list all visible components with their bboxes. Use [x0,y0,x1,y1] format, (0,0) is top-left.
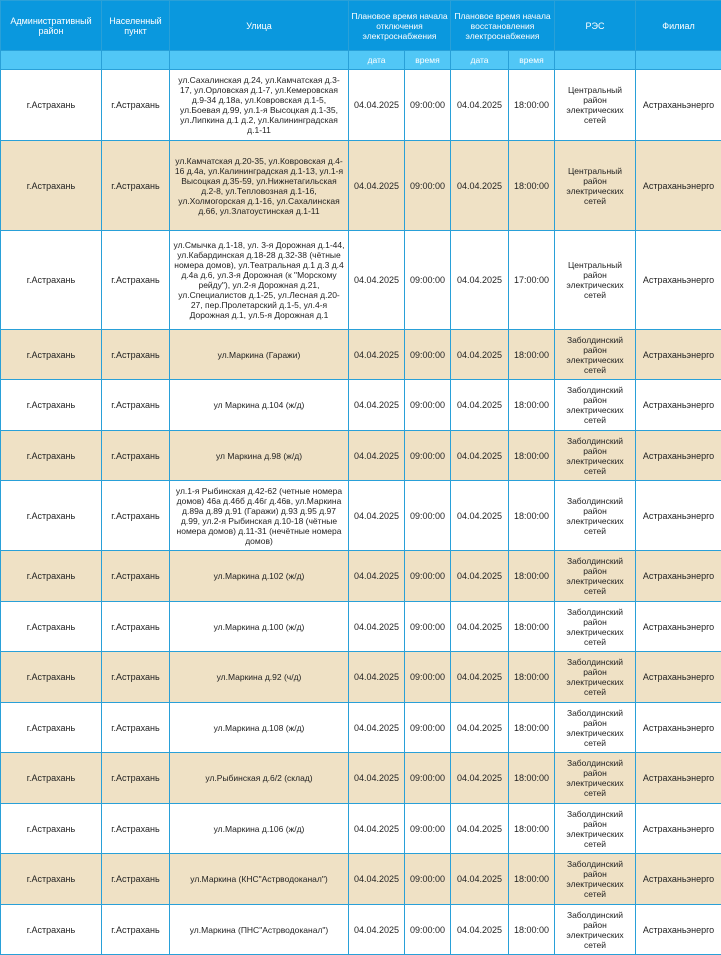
table-row [1,854,721,905]
district-cell: г.Астрахань [1,380,102,431]
on-time-cell: 18:00:00 [509,431,555,481]
settlement-cell: г.Астрахань [102,602,170,652]
off-time-cell: 09:00:00 [405,431,451,481]
on-date-cell: 04.04.2025 [451,652,509,703]
branch-cell: Астраханьэнерго [636,753,721,804]
off-date-cell: 04.04.2025 [349,141,405,231]
on-date-cell: 04.04.2025 [451,804,509,854]
off-time-cell: 09:00:00 [405,905,451,955]
settlement-cell: г.Астрахань [102,141,170,231]
res-cell: Заболдинский район электрических сетей [555,854,636,905]
col-admin-district-header: Административный район [1,1,102,51]
street-cell: ул.Сахалинская д.24, ул.Камчатская д.3-17, ул.Орловская д.1-7, ул.Кемеровская д.9-34 д.18а, ул.Ковровская д.1-5, ул.Боевая д.99, ул.1-я Высоцкая д.1-35, ул.Липкина д.1 д.2, ул.Калининградская д.1-11 [170,70,349,141]
off-date-cell: 04.04.2025 [349,602,405,652]
table-row [1,703,721,753]
branch-cell: Астраханьэнерго [636,231,721,330]
street-cell: ул Маркина д.104 (ж/д) [170,380,349,431]
street-cell: ул.Маркина (ПНС"Астрводоканал") [170,905,349,955]
settlement-cell: г.Астрахань [102,753,170,804]
col-planned-on-header: Плановое время начала восстановления электроснабжения [451,1,555,51]
res-cell: Заболдинский район электрических сетей [555,330,636,380]
off-time-cell: 09:00:00 [405,141,451,231]
on-time-cell: 18:00:00 [509,551,555,602]
res-cell: Заболдинский район электрических сетей [555,804,636,854]
district-cell: г.Астрахань [1,231,102,330]
table-row [1,551,721,602]
district-cell: г.Астрахань [1,905,102,955]
branch-cell: Астраханьэнерго [636,70,721,141]
settlement-cell: г.Астрахань [102,551,170,602]
district-cell: г.Астрахань [1,804,102,854]
street-cell: ул.Маркина д.100 (ж/д) [170,602,349,652]
table-row [1,141,721,231]
settlement-cell: г.Астрахань [102,330,170,380]
subheader-row [1,51,721,70]
res-cell: Заболдинский район электрических сетей [555,602,636,652]
street-cell: ул.Маркина (Гаражи) [170,330,349,380]
on-time-cell: 18:00:00 [509,330,555,380]
street-cell: ул.Рыбинская д.6/2 (склад) [170,753,349,804]
off-date-cell: 04.04.2025 [349,70,405,141]
table-row [1,602,721,652]
subheader-empty [555,51,636,70]
on-time-cell: 18:00:00 [509,652,555,703]
on-date-cell: 04.04.2025 [451,854,509,905]
table-row [1,231,721,330]
table-row [1,481,721,551]
subheader-empty [102,51,170,70]
branch-cell: Астраханьэнерго [636,652,721,703]
subheader-off-time: время [405,51,451,70]
subheader-empty [636,51,721,70]
settlement-cell: г.Астрахань [102,380,170,431]
off-time-cell: 09:00:00 [405,753,451,804]
settlement-cell: г.Астрахань [102,431,170,481]
on-date-cell: 04.04.2025 [451,753,509,804]
subheader-empty [1,51,102,70]
district-cell: г.Астрахань [1,753,102,804]
on-time-cell: 18:00:00 [509,905,555,955]
subheader-empty [170,51,349,70]
on-date-cell: 04.04.2025 [451,380,509,431]
on-date-cell: 04.04.2025 [451,231,509,330]
street-cell: ул.Маркина д.102 (ж/д) [170,551,349,602]
branch-cell: Астраханьэнерго [636,380,721,431]
off-date-cell: 04.04.2025 [349,854,405,905]
col-street-header: Улица [170,1,349,51]
table-row [1,804,721,854]
district-cell: г.Астрахань [1,431,102,481]
off-date-cell: 04.04.2025 [349,380,405,431]
settlement-cell: г.Астрахань [102,231,170,330]
off-time-cell: 09:00:00 [405,804,451,854]
street-cell: ул.Смычка д.1-18, ул. 3-я Дорожная д.1-44, ул.Кабардинская д.18-28 д.32-38 (чётные номера домов), ул.Театральная д.1 д.3 д.4 д.4а д.6, ул.3-я Дорожная (к "Морскому рейду"), ул.2-я Дорожная д.21, ул.Специалистов д.1-25, ул.Лесная д.20-27, пер.Пролетарский д.1-5, ул.4-я Дорожная д.1, ул.5-я Дорожная д.1 [170,231,349,330]
off-date-cell: 04.04.2025 [349,431,405,481]
off-time-cell: 09:00:00 [405,854,451,905]
off-date-cell: 04.04.2025 [349,231,405,330]
branch-cell: Астраханьэнерго [636,905,721,955]
col-branch-header: Филиал [636,1,721,51]
on-time-cell: 18:00:00 [509,854,555,905]
table-row [1,380,721,431]
off-date-cell: 04.04.2025 [349,481,405,551]
header-row [1,1,721,51]
district-cell: г.Астрахань [1,481,102,551]
settlement-cell: г.Астрахань [102,854,170,905]
res-cell: Центральный район электрических сетей [555,231,636,330]
res-cell: Заболдинский район электрических сетей [555,380,636,431]
on-time-cell: 18:00:00 [509,141,555,231]
res-cell: Заболдинский район электрических сетей [555,905,636,955]
res-cell: Заболдинский район электрических сетей [555,481,636,551]
table-row [1,753,721,804]
col-planned-off-header: Плановое время начала отключения электроснабжения [349,1,451,51]
street-cell: ул.1-я Рыбинская д.42-62 (четные номера домов) 46а д.46б д.46г д.46в, ул.Маркина д.89а д.89 д.91 (Гаражи) д.93 д.95 д.97 д.99, ул.2-я Рыбинская д.10-18 (чётные номера домов) д.11-31 (нечётные номера домов) [170,481,349,551]
on-time-cell: 18:00:00 [509,703,555,753]
off-time-cell: 09:00:00 [405,703,451,753]
settlement-cell: г.Астрахань [102,70,170,141]
res-cell: Заболдинский район электрических сетей [555,431,636,481]
table-row [1,70,721,141]
off-time-cell: 09:00:00 [405,70,451,141]
col-settlement-header: Населенный пункт [102,1,170,51]
on-date-cell: 04.04.2025 [451,330,509,380]
off-time-cell: 09:00:00 [405,231,451,330]
table-row [1,652,721,703]
off-date-cell: 04.04.2025 [349,551,405,602]
off-date-cell: 04.04.2025 [349,753,405,804]
res-cell: Заболдинский район электрических сетей [555,652,636,703]
res-cell: Заболдинский район электрических сетей [555,551,636,602]
on-date-cell: 04.04.2025 [451,905,509,955]
table-row [1,905,721,955]
street-cell: ул.Камчатская д.20-35, ул.Ковровская д.4-16 д.4а, ул.Калининградская д.1-13, ул.1-я Высоцкая д.35-59, ул.Нижнетагильская д.2-8, ул.Тепловозная д.1-16, ул.Холмогорская д.1-16, ул.Сахалинская д.66, ул.Златоустинская д.1-11 [170,141,349,231]
on-date-cell: 04.04.2025 [451,481,509,551]
branch-cell: Астраханьэнерго [636,330,721,380]
off-date-cell: 04.04.2025 [349,652,405,703]
street-cell: ул.Маркина д.106 (ж/д) [170,804,349,854]
table-row [1,330,721,380]
off-date-cell: 04.04.2025 [349,330,405,380]
branch-cell: Астраханьэнерго [636,703,721,753]
off-date-cell: 04.04.2025 [349,703,405,753]
off-time-cell: 09:00:00 [405,330,451,380]
table-row [1,431,721,481]
res-cell: Заболдинский район электрических сетей [555,753,636,804]
on-time-cell: 18:00:00 [509,602,555,652]
branch-cell: Астраханьэнерго [636,431,721,481]
on-date-cell: 04.04.2025 [451,703,509,753]
branch-cell: Астраханьэнерго [636,141,721,231]
street-cell: ул.Маркина д.108 (ж/д) [170,703,349,753]
district-cell: г.Астрахань [1,330,102,380]
branch-cell: Астраханьэнерго [636,854,721,905]
on-time-cell: 17:00:00 [509,231,555,330]
branch-cell: Астраханьэнерго [636,481,721,551]
on-date-cell: 04.04.2025 [451,551,509,602]
street-cell: ул Маркина д.98 (ж/д) [170,431,349,481]
district-cell: г.Астрахань [1,703,102,753]
settlement-cell: г.Астрахань [102,905,170,955]
off-date-cell: 04.04.2025 [349,905,405,955]
res-cell: Центральный район электрических сетей [555,70,636,141]
col-res-header: РЭС [555,1,636,51]
street-cell: ул.Маркина (КНС"Астрводоканал") [170,854,349,905]
off-time-cell: 09:00:00 [405,652,451,703]
on-time-cell: 18:00:00 [509,380,555,431]
district-cell: г.Астрахань [1,70,102,141]
on-time-cell: 18:00:00 [509,70,555,141]
on-date-cell: 04.04.2025 [451,141,509,231]
settlement-cell: г.Астрахань [102,703,170,753]
district-cell: г.Астрахань [1,652,102,703]
off-time-cell: 09:00:00 [405,551,451,602]
off-time-cell: 09:00:00 [405,481,451,551]
on-time-cell: 18:00:00 [509,804,555,854]
off-time-cell: 09:00:00 [405,602,451,652]
branch-cell: Астраханьэнерго [636,551,721,602]
district-cell: г.Астрахань [1,854,102,905]
subheader-on-time: время [509,51,555,70]
street-cell: ул.Маркина д.92 (ч/д) [170,652,349,703]
on-date-cell: 04.04.2025 [451,70,509,141]
on-date-cell: 04.04.2025 [451,602,509,652]
subheader-on-date: дата [451,51,509,70]
district-cell: г.Астрахань [1,602,102,652]
district-cell: г.Астрахань [1,551,102,602]
res-cell: Центральный район электрических сетей [555,141,636,231]
settlement-cell: г.Астрахань [102,652,170,703]
on-time-cell: 18:00:00 [509,481,555,551]
off-date-cell: 04.04.2025 [349,804,405,854]
district-cell: г.Астрахань [1,141,102,231]
on-date-cell: 04.04.2025 [451,431,509,481]
branch-cell: Астраханьэнерго [636,804,721,854]
res-cell: Заболдинский район электрических сетей [555,703,636,753]
on-time-cell: 18:00:00 [509,753,555,804]
settlement-cell: г.Астрахань [102,481,170,551]
subheader-off-date: дата [349,51,405,70]
settlement-cell: г.Астрахань [102,804,170,854]
branch-cell: Астраханьэнерго [636,602,721,652]
off-time-cell: 09:00:00 [405,380,451,431]
